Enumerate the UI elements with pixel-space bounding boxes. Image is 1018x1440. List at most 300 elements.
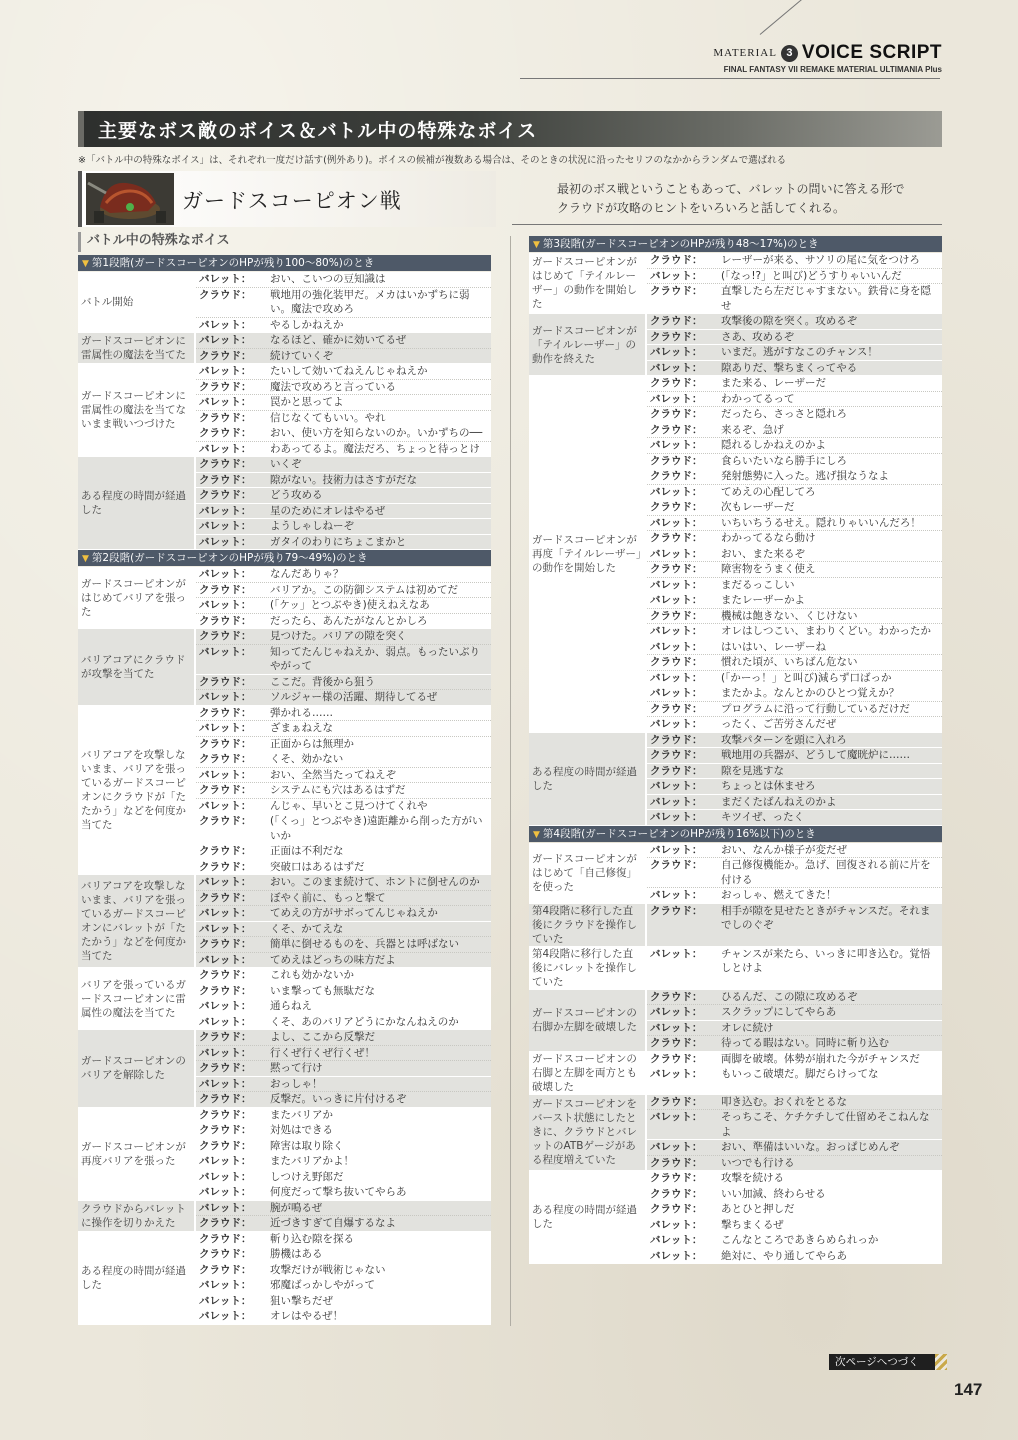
line-text: 隙を見逃すな xyxy=(721,764,784,777)
voice-lines xyxy=(196,1232,491,1324)
voice-block xyxy=(647,1187,942,1203)
stage-3-table xyxy=(529,253,942,826)
situation-group xyxy=(78,1201,491,1232)
voice-line xyxy=(196,1045,491,1061)
speaker-name: バレット： xyxy=(650,947,703,960)
voice-line xyxy=(647,686,942,701)
boss-description-line-2: クラウドが攻略のヒントをいろいろと話してくれる。 xyxy=(557,201,846,215)
voice-block xyxy=(196,1309,491,1324)
situation-group xyxy=(529,904,942,947)
speaker-name: バレット： xyxy=(650,811,703,823)
line-text: 近づきすぎて自爆するなよ xyxy=(270,1217,396,1229)
voice-line xyxy=(647,623,942,639)
line-text: 腕が鳴るぜ xyxy=(270,1201,323,1214)
line-text: やるしかねえか xyxy=(270,318,344,331)
voice-line xyxy=(196,629,491,644)
voice-block xyxy=(196,535,491,550)
line-text: またレーザーかよ xyxy=(721,594,805,606)
speaker-name: クラウド： xyxy=(199,1108,252,1121)
voice-line xyxy=(196,317,491,333)
line-text: わかってるって xyxy=(721,392,795,405)
situation-label: ある程度の時間が経過した xyxy=(529,733,647,825)
voice-lines xyxy=(647,947,942,989)
voice-line xyxy=(196,379,491,395)
voice-lines xyxy=(196,364,491,456)
voice-block xyxy=(647,843,942,903)
speaker-name: バレット： xyxy=(650,346,703,358)
voice-line xyxy=(196,1030,491,1045)
speaker-name: クラウド： xyxy=(650,470,703,482)
voice-block xyxy=(196,473,491,489)
speaker-name: バレット： xyxy=(650,843,703,856)
line-text: 攻撃後の隙を突く。攻めるぞ xyxy=(721,315,858,327)
speaker-name: クラウド： xyxy=(650,377,703,389)
voice-line xyxy=(647,593,942,608)
speaker-name: クラウド： xyxy=(650,904,703,917)
voice-line xyxy=(196,1201,491,1216)
speaker-name: バレット： xyxy=(650,485,703,498)
speaker-name: クラウド： xyxy=(199,489,252,501)
line-text: たいして効いてねえんじゃねえか xyxy=(270,365,428,377)
speaker-name: クラウド： xyxy=(199,1124,252,1136)
voice-line xyxy=(196,1015,491,1030)
speaker-name: クラウド： xyxy=(199,427,252,439)
situation-group xyxy=(529,1171,942,1264)
voice-line xyxy=(196,798,491,814)
voice-lines xyxy=(647,843,942,903)
triangle-icon: ▼ xyxy=(82,554,89,564)
line-text: ったく、ご苦労さんだぜ xyxy=(721,718,837,730)
voice-line xyxy=(196,999,491,1014)
situation-label: バリアを張っているガードスコーピオンに雷属性の魔法を当てた xyxy=(78,968,196,1029)
voice-block xyxy=(196,1170,491,1186)
boss-header xyxy=(78,171,496,227)
speaker-name: バレット： xyxy=(199,520,252,532)
speaker-name: バレット： xyxy=(650,718,703,730)
voice-line xyxy=(647,1249,942,1264)
line-text: 魔法で攻めろと言っている xyxy=(270,380,396,393)
speaker-name: クラウド： xyxy=(199,614,252,627)
voice-line xyxy=(647,1052,942,1067)
voice-line xyxy=(196,272,491,287)
speaker-name: バレット： xyxy=(650,625,703,637)
voice-line xyxy=(196,767,491,783)
line-text: 撃ちまくるぜ xyxy=(721,1218,784,1231)
voice-line xyxy=(647,654,942,670)
speaker-name: クラウド： xyxy=(650,1156,703,1169)
voice-block xyxy=(196,1139,491,1155)
line-text: 通らねえ xyxy=(270,1000,312,1012)
line-text: おい、なんか様子が変だぜ xyxy=(721,843,847,856)
voice-line xyxy=(647,1187,942,1202)
speaker-name: バレット： xyxy=(650,269,703,282)
line-text: おい、準備はいいな。おっぱじめんぞ xyxy=(721,1141,900,1153)
line-text: 知ってたんじゃねえか、弱点。もったいぶりやがって xyxy=(270,645,480,672)
voice-line xyxy=(647,947,942,976)
speaker-name: バレット： xyxy=(199,907,252,919)
speaker-name: クラウド： xyxy=(650,1037,703,1049)
speaker-name: クラウド： xyxy=(650,501,703,513)
line-text: 何度だって撃ち抜いてやらあ xyxy=(270,1186,407,1198)
voice-line xyxy=(647,1067,942,1082)
line-text: んじゃ、早いとこ見つけてくれや xyxy=(270,799,428,812)
speaker-name: バレット： xyxy=(650,361,703,374)
voice-block xyxy=(647,345,942,361)
speaker-name: バレット： xyxy=(199,876,252,888)
voice-line xyxy=(196,426,491,441)
line-text: 慣れた頃が、いちばん危ない xyxy=(721,656,858,668)
speaker-name: クラウド： xyxy=(650,532,703,544)
speaker-name: クラウド： xyxy=(650,454,703,467)
situation-label: ガードスコーピオンが再度「テイルレーザー」の動作を開始した xyxy=(529,376,647,732)
voice-block xyxy=(647,795,942,811)
voice-block xyxy=(647,1021,942,1051)
voice-line xyxy=(196,1278,491,1293)
line-text: 発射態勢に入った。逃げ損なうなよ xyxy=(721,470,889,482)
speaker-name: バレット： xyxy=(199,768,252,781)
speaker-name: バレット： xyxy=(199,396,252,408)
voice-lines xyxy=(196,457,491,549)
line-text: おっしゃ！ xyxy=(270,1077,323,1090)
line-text: 正面は不利だな xyxy=(270,845,344,857)
line-text: てめえの心配してろ xyxy=(721,485,816,498)
voice-line xyxy=(196,1215,491,1231)
next-page-stripe xyxy=(935,1354,947,1370)
header-divider-line xyxy=(520,78,940,79)
voice-block xyxy=(196,706,491,753)
speaker-name: バレット： xyxy=(650,1249,703,1262)
line-text: いい加減、終わらせる xyxy=(721,1187,826,1200)
stage-3-header xyxy=(529,236,942,252)
speaker-name: バレット： xyxy=(199,273,252,285)
voice-lines xyxy=(647,904,942,946)
voice-block xyxy=(196,875,491,922)
voice-block xyxy=(647,810,942,825)
voice-line xyxy=(196,860,491,875)
line-text: また来る、レーザーだ xyxy=(721,377,826,389)
voice-block xyxy=(196,567,491,628)
voice-line xyxy=(647,608,942,624)
line-text: 来るぞ、急げ xyxy=(721,423,784,436)
speaker-name: バレット： xyxy=(199,645,252,658)
page-number: 147 xyxy=(954,1380,983,1399)
situation-label: ガードスコーピオンが再度バリアを張った xyxy=(78,1108,196,1200)
speaker-name: クラウド： xyxy=(650,285,703,297)
line-text: 隙ありだ、撃ちまくってやる xyxy=(721,361,858,374)
line-text: またかよ。なんとかのひとつ覚えか？ xyxy=(721,687,900,699)
line-text: こんなところであきらめられっか xyxy=(721,1234,879,1246)
left-column xyxy=(78,232,491,1325)
voice-block xyxy=(196,984,491,1000)
voice-line xyxy=(647,795,942,810)
triangle-icon: ▼ xyxy=(533,240,540,250)
voice-line xyxy=(647,810,942,825)
line-text: (「くっ」とつぶやき)遠距離から削った方がいいか xyxy=(270,815,483,842)
voice-block xyxy=(647,733,942,749)
situation-label: 第4段階に移行した直後にバレットを操作していた xyxy=(529,947,647,989)
speaker-name: クラウド： xyxy=(199,1093,252,1105)
speaker-name: バレット： xyxy=(650,1068,703,1080)
line-text: 対処はできる xyxy=(270,1124,333,1136)
situation-group xyxy=(78,272,491,333)
voice-line xyxy=(647,330,942,345)
speaker-name: クラウド： xyxy=(199,984,252,997)
voice-line xyxy=(196,1294,491,1309)
situation-group xyxy=(529,314,942,376)
speaker-name: クラウド： xyxy=(199,753,252,765)
voice-block xyxy=(647,314,942,330)
voice-block xyxy=(647,1095,942,1141)
header-subtitle: FINAL FANTASY VII REMAKE MATERIAL ULTIMANIA Plus xyxy=(723,65,942,74)
speaker-name: バレット： xyxy=(650,439,703,451)
speaker-name: クラウド： xyxy=(650,423,703,436)
voice-block xyxy=(196,1123,491,1139)
line-text: 自己修復機能か。急げ、回復される前に片を付ける xyxy=(721,859,931,886)
line-text: 反撃だ。いっきに片付けるぞ xyxy=(270,1093,407,1105)
voice-line xyxy=(647,779,942,794)
speaker-name: バレット： xyxy=(199,1046,252,1059)
speaker-name: クラウド： xyxy=(650,1095,703,1108)
speaker-name: クラウド： xyxy=(650,733,703,746)
speaker-name: バレット： xyxy=(199,1201,252,1214)
voice-line xyxy=(647,1202,942,1217)
voice-lines xyxy=(196,1108,491,1200)
boss-description-line-1: 最初のボス戦ということもあって、バレットの問いに答える形で xyxy=(557,182,905,196)
line-text: てめえの方がサボってんじゃねえか xyxy=(270,907,438,919)
situation-label: バリアコアにクラウドが攻撃を当てた xyxy=(78,629,196,705)
line-text: チャンスが来たら、いっきに叩き込む。覚悟しとけよ xyxy=(721,947,931,974)
line-text: だったら、さっさと隠れろ xyxy=(721,408,847,420)
line-text: またバリアか xyxy=(270,1108,333,1121)
voice-lines xyxy=(196,968,491,1029)
section-note: ※「バトル中の特殊なボイス」は、それぞれ一度だけ話す(例外あり)。ボイスの候補が複数ある場合は、そのときの状況に沿ったセリフのなかからランダムで選ばれる xyxy=(78,155,787,166)
line-text: おい。このまま続けて、ホントに倒せんのか xyxy=(270,876,480,888)
line-text: どう攻める xyxy=(270,489,323,501)
speaker-name: クラウド： xyxy=(650,749,703,761)
section-banner xyxy=(78,111,942,147)
voice-block xyxy=(196,1015,491,1030)
voice-block xyxy=(196,999,491,1015)
boss-name: ガードスコーピオン戦 xyxy=(182,189,402,213)
speaker-name: バレット： xyxy=(199,799,252,812)
speaker-name: クラウド： xyxy=(650,408,703,420)
voice-line xyxy=(647,1218,942,1233)
voice-lines xyxy=(196,272,491,332)
voice-line xyxy=(196,936,491,952)
line-text: 続けていくぞ xyxy=(270,349,333,362)
speaker-name: バレット： xyxy=(650,1234,703,1246)
voice-line xyxy=(196,1108,491,1123)
page-header xyxy=(713,42,942,74)
speaker-name: クラウド： xyxy=(199,458,252,470)
voice-line xyxy=(647,748,942,763)
voice-block xyxy=(196,922,491,968)
voice-lines xyxy=(647,376,942,732)
voice-line xyxy=(647,561,942,577)
stage-2-label: 第2段階(ガードスコーピオンのHPが残り79〜49%)のとき xyxy=(91,552,368,564)
voice-line xyxy=(196,720,491,736)
stage-2-header xyxy=(78,550,491,566)
speaker-name: バレット： xyxy=(650,1111,703,1123)
line-text: バリアか。この防御システムは初めてだ xyxy=(270,583,458,596)
situation-group xyxy=(78,629,491,706)
voice-line xyxy=(647,733,942,748)
line-text: おい、全然当たってねえぞ xyxy=(270,768,396,781)
voice-block xyxy=(647,640,942,687)
voice-line xyxy=(647,1004,942,1020)
voice-lines xyxy=(196,629,491,705)
stage-4-table xyxy=(529,843,942,1265)
voice-line xyxy=(196,504,491,519)
special-voice-subhead: バトル中の特殊なボイス xyxy=(78,232,491,252)
header-title: VOICE SCRIPT xyxy=(801,42,942,63)
voice-line xyxy=(196,394,491,410)
speaker-name: クラウド： xyxy=(199,1232,252,1245)
voice-line xyxy=(647,515,942,531)
voice-line xyxy=(196,488,491,503)
voice-line xyxy=(196,968,491,983)
situation-label: ある程度の時間が経過した xyxy=(78,457,196,549)
situation-label: ガードスコーピオンがはじめて「テイルレーザー」の動作を開始した xyxy=(529,253,647,313)
voice-line xyxy=(647,361,942,376)
speaker-name: クラウド： xyxy=(650,656,703,668)
line-text: ひるんだ、この隙に攻めるぞ xyxy=(721,990,858,1003)
stage-2-table xyxy=(78,567,491,1325)
line-text: 両脚を破壊。体勢が崩れた今がチャンスだ xyxy=(721,1052,920,1065)
situation-label: ガードスコーピオンが「テイルレーザー」の動作を終えた xyxy=(529,314,647,375)
line-text: レーザーが来る、サソリの尾に気をつけろ xyxy=(721,254,920,266)
voice-line xyxy=(196,736,491,752)
voice-line xyxy=(196,535,491,550)
voice-block xyxy=(647,947,942,976)
line-text: 簡単に倒せるものを、兵器とは呼ばない xyxy=(270,938,459,950)
line-text: いま撃っても無駄だな xyxy=(270,984,375,997)
speaker-name: クラウド： xyxy=(199,288,252,301)
voice-line xyxy=(196,1139,491,1154)
situation-group xyxy=(529,1095,942,1172)
speaker-name: バレット： xyxy=(199,1155,252,1167)
line-text: いつでも行ける xyxy=(721,1156,795,1169)
speaker-name: クラウド： xyxy=(199,969,252,981)
voice-block xyxy=(647,1249,942,1264)
speaker-name: クラウド： xyxy=(650,330,703,343)
line-text: 叩き込む。おくれをとるな xyxy=(721,1095,847,1108)
line-text: 食らいたいなら勝手にしろ xyxy=(721,454,847,467)
voice-block xyxy=(196,629,491,675)
boss-description xyxy=(512,180,942,224)
voice-block xyxy=(647,376,942,423)
voice-block xyxy=(196,675,491,705)
line-text: なるほど、確かに効いてるぜ xyxy=(270,334,407,346)
line-text: 狙い撃ちだぜ xyxy=(270,1294,333,1307)
speaker-name: クラウド： xyxy=(199,1217,252,1229)
voice-block xyxy=(647,1052,942,1068)
voice-block xyxy=(196,1263,491,1279)
line-text: くそ、あのバリアどうにかなんねえのか xyxy=(270,1015,459,1028)
line-text: オレはやるぜ！ xyxy=(270,1310,344,1322)
speaker-name: バレット： xyxy=(650,640,703,653)
voice-lines xyxy=(647,253,942,313)
voice-line xyxy=(196,1232,491,1247)
line-text: 行くぜ行くぜ行くぜ！ xyxy=(270,1046,375,1059)
line-text: いまだ。逃がすなこのチャンス！ xyxy=(721,346,878,358)
speaker-name: バレット： xyxy=(199,1170,252,1183)
speaker-name: バレット： xyxy=(199,365,252,377)
voice-line xyxy=(647,268,942,284)
voice-line xyxy=(196,875,491,890)
situation-label: ガードスコーピオンに雷属性の魔法を当てないまま戦いつづけた xyxy=(78,364,196,456)
line-text: 攻撃だけが戦術じゃない xyxy=(270,1263,386,1276)
speaker-name: クラウド： xyxy=(650,990,703,1003)
speaker-name: クラウド： xyxy=(650,563,703,575)
voice-line xyxy=(196,1091,491,1107)
header-material-label: MATERIAL xyxy=(713,47,777,59)
speaker-name: バレット： xyxy=(199,1294,252,1307)
voice-line xyxy=(647,500,942,515)
triangle-icon: ▼ xyxy=(82,259,89,269)
line-text: おい、使い方を知らないのか。いかずちの── xyxy=(270,427,483,439)
speaker-name: クラウド： xyxy=(199,349,252,362)
voice-block xyxy=(647,330,942,346)
speaker-name: クラウド： xyxy=(199,583,252,596)
line-text: なんだありゃ？ xyxy=(270,568,344,580)
line-text: 信じなくてもいい。やれ xyxy=(270,411,386,424)
situation-label: ガードスコーピオンに雷属性の魔法を当てた xyxy=(78,333,196,363)
speaker-name: バレット： xyxy=(650,1021,703,1034)
speaker-name: クラウド： xyxy=(199,860,252,873)
line-text: 攻撃を続ける xyxy=(721,1172,784,1184)
voice-line xyxy=(196,613,491,629)
voice-block xyxy=(647,764,942,780)
voice-block xyxy=(647,904,942,933)
voice-block xyxy=(647,423,942,470)
voice-line xyxy=(196,922,491,937)
stage-1-header xyxy=(78,255,491,271)
speaker-name: クラウド： xyxy=(650,1203,703,1215)
situation-group xyxy=(529,1052,942,1095)
line-text: オレに続け xyxy=(721,1021,774,1034)
voice-line xyxy=(196,1170,491,1185)
right-column xyxy=(529,236,942,1264)
voice-line xyxy=(196,1154,491,1169)
speaker-name: クラウド： xyxy=(650,254,703,266)
line-text: ようしゃしねーぞ xyxy=(270,520,354,532)
voice-block xyxy=(647,1218,942,1234)
situation-group xyxy=(78,1232,491,1325)
voice-line xyxy=(647,701,942,717)
line-text: ガタイのわりにちょこまかと xyxy=(270,535,407,548)
line-text: 罠かと思ってよ xyxy=(270,396,344,408)
voice-block xyxy=(196,272,491,332)
situation-label: ガードスコーピオンの右脚と左脚を両方とも破壊した xyxy=(529,1052,647,1094)
voice-line xyxy=(647,640,942,655)
voice-line xyxy=(196,844,491,859)
line-text: 相手が隙を見せたときがチャンスだ。それまでしのぐぞ xyxy=(721,904,931,931)
line-text: いくぞ xyxy=(270,458,302,470)
situation-label: ガードスコーピオンをバースト状態にしたときに、クラウドとバレットのATBゲージがある程度増えていた xyxy=(529,1095,647,1171)
voice-block xyxy=(196,1077,491,1107)
speaker-name: バレット： xyxy=(199,691,252,703)
voice-line xyxy=(647,314,942,329)
voice-line xyxy=(196,1247,491,1262)
line-text: まだるっこしい xyxy=(721,578,795,591)
line-text: 攻撃パターンを頭に入れろ xyxy=(721,733,847,746)
voice-line xyxy=(196,519,491,534)
situation-group xyxy=(78,333,491,364)
voice-line xyxy=(647,857,942,887)
line-text: (「ケッ」とつぶやき)使えねえなあ xyxy=(270,599,430,611)
voice-lines xyxy=(196,706,491,875)
